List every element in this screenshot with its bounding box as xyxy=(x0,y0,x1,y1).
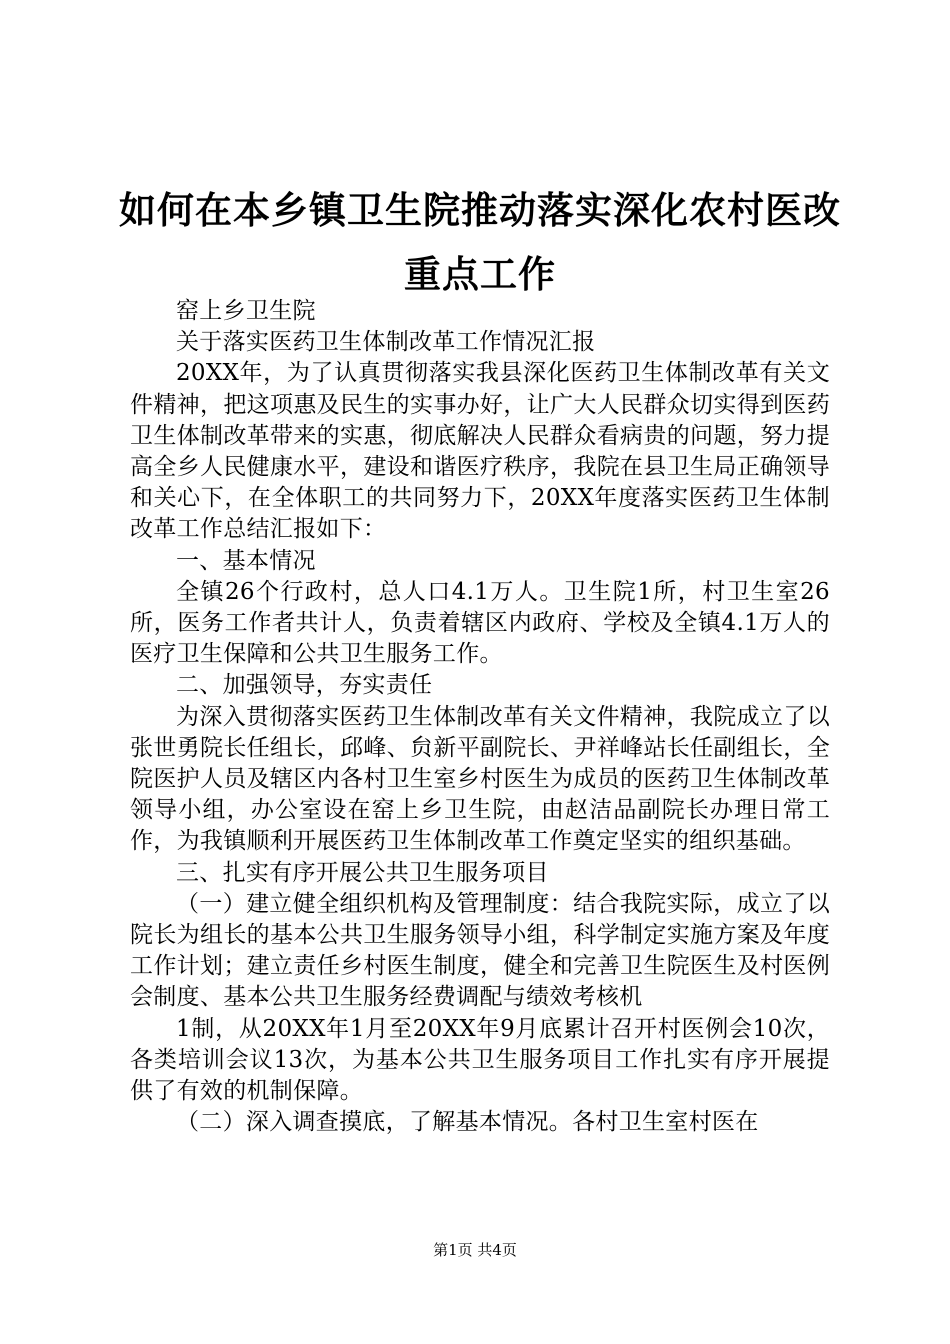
paragraph: 20XX年，为了认真贯彻落实我县深化医药卫生体制改革有关文件精神，把这项惠及民生的实事办好，让广大人民群众切实得到医药卫生体制改革带来的实惠，彻底解决人民群众看病贵的问题，努力提高全乡人民健康水平，建设和谐医疗秩序，我院在县卫生局正确领导和关心下，在全体职工的共同努力下，20XX年度落实医药卫生体制改革工作总结汇报如下： xyxy=(130,360,830,543)
section-heading: 一、基本情况 xyxy=(176,547,316,574)
section-heading: 二、加强领导，夯实责任 xyxy=(176,672,433,699)
document-title: 如何在本乡镇卫生院推动落实深化农村医改重点工作 xyxy=(119,188,841,296)
page-footer: 第1页 共4页 xyxy=(433,1241,517,1259)
paragraph: （一）建立健全组织机构及管理制度：结合我院实际，成立了以院长为组长的基本公共卫生服务领导小组，科学制定实施方案及年度工作计划；建立责任乡村医生制度，健全和完善卫生院医生及村医例会制度、基本公共卫生服务经费调配与绩效考核机 xyxy=(130,890,830,1011)
document-body xyxy=(130,296,830,1138)
section-heading: 三、扎实有序开展公共卫生服务项目 xyxy=(176,859,549,886)
paragraph: 1制，从20XX年1月至20XX年9月底累计召开村医例会10次，各类培训会议13次，为基本公共卫生服务项目工作扎实有序开展提供了有效的机制保障。 xyxy=(130,1015,830,1105)
paragraph: 窑上乡卫生院 xyxy=(176,298,316,324)
paragraph: 全镇26个行政村，总人口4.1万人。卫生院1所，村卫生室26所，医务工作者共计人，负责着辖区内政府、学校及全镇4.1万人的医疗卫生保障和公共卫生服务工作。 xyxy=(130,578,830,668)
paragraph: （二）深入调查摸底，了解基本情况。各村卫生室村医在 xyxy=(176,1109,759,1136)
paragraph: 关于落实医药卫生体制改革工作情况汇报 xyxy=(176,329,596,356)
paragraph: 为深入贯彻落实医药卫生体制改革有关文件精神，我院成立了以张世勇院长任组长，邱峰、贠新平副院长、尹祥峰站长任副组长，全院医护人员及辖区内各村卫生室乡村医生为成员的医药卫生体制改革领导小组，办公室设在窑上乡卫生院，由赵洁品副院长办理日常工作，为我镇顺利开展医药卫生体制改革工作奠定坚实的组织基础。 xyxy=(130,703,830,855)
